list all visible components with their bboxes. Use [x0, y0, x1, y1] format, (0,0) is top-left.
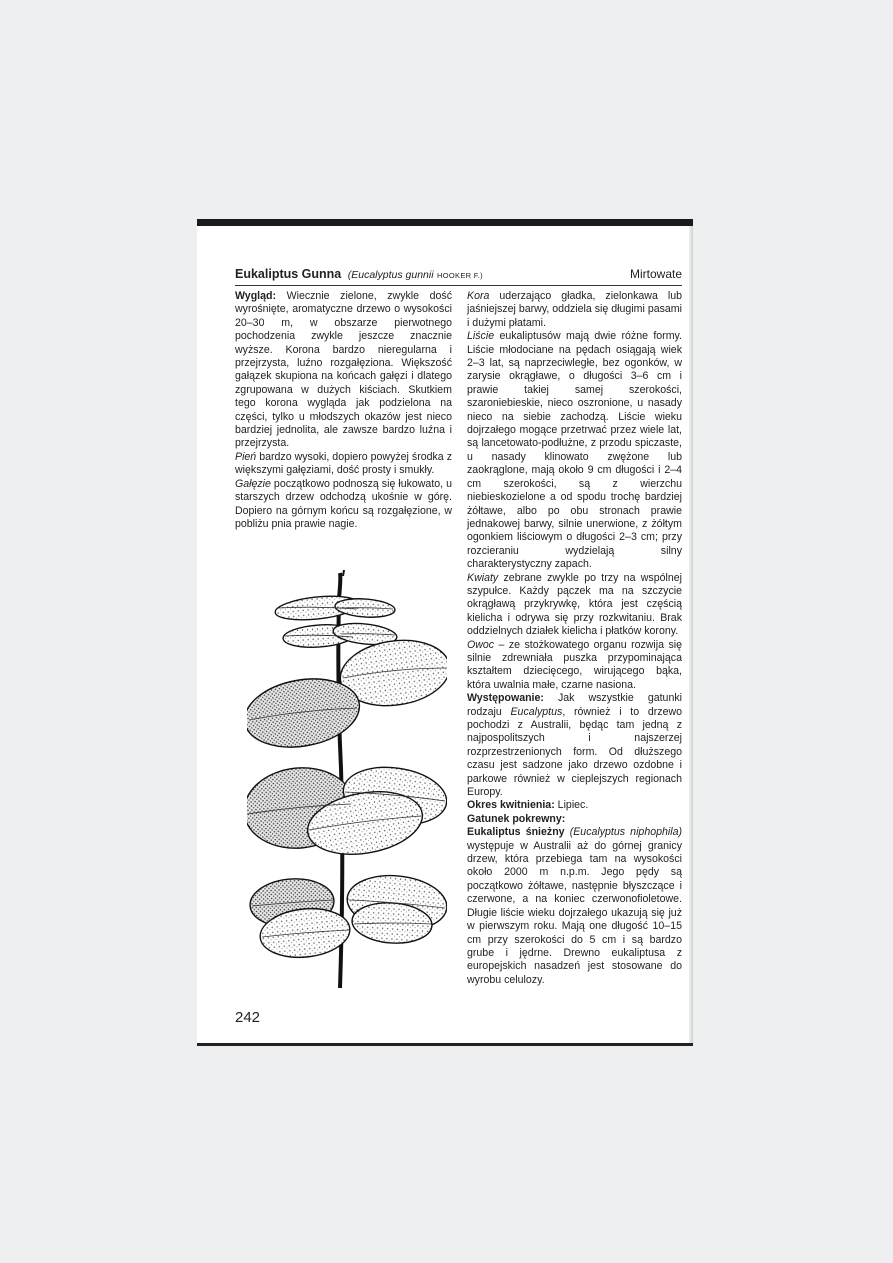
related-species-latin: (Eucalyptus niphophila) [569, 826, 683, 839]
paragraph-branches: Gałęzie początkowo podnoszą się łukowato, u starszych drzew odchodzą ukośnie w górę. Dopiero na górnym końcu są rozgałęzione, w pobliżu pnia prawie nagie. [235, 477, 452, 530]
paragraph-snow-gum: Eukaliptus śnieżny (Eucalyptus niphophila) występuje w Australii aż do górnej granicy drzew, która przebiega tam na wysokości około 2000 m n.p.m. Jego pędy są początkowo żółtawe, następnie błyszczące i czerwone, a na koniec czerwonofioletowe. Długie liście wieku dojrzałego ukazują się już w pierwszym roku. Mają one długość 10–15 cm przy szerokości do 5 cm i są bardzo grube i jędrne. Drewno eukaliptusa z europejskich nasadzeń jest stosowane do wyrobu celulozy. [467, 826, 683, 986]
term-flowers: Kwiaty [467, 571, 499, 584]
paragraph-related-species-label [467, 813, 682, 826]
genus-name: Eucalyptus [510, 705, 563, 718]
term-leaves: Liście [467, 330, 495, 343]
species-latin-name: (Eucalyptus gunnii [347, 269, 434, 281]
paragraph-occurrence: Występowanie: Jak wszystkie gatunki rodzaju Eucalyptus, również i to drzewo pochodzi z Australii, będąc tam jedną z najpospolitszych i najszerzej rozprzestrzenionych form. Od dłuższego czasu jest sadzone jako drzewo ozdobne i parkowe również w cieplejszych regionach Europy. [467, 692, 682, 799]
species-author: HOOKER F.) [437, 271, 483, 280]
eucalyptus-branch-illustration [247, 568, 447, 993]
paragraph-flowers: Kwiaty zebrane zwykle po trzy na wspólnej szypułce. Każdy pączek ma na szczycie okrągławą przykrywkę, która jest częścią kielicha i odrywa się przy rozkwitaniu. Brak oddzielnych działek kielicha i płatków korony. [467, 571, 682, 638]
term-branches: Gałęzie [235, 477, 271, 490]
term-fruit: Owoc [467, 638, 495, 651]
page-header [235, 263, 682, 286]
label-flowering-period: Okres kwitnienia: [467, 799, 555, 812]
left-column [235, 290, 452, 531]
paragraph-leaves: Liście eukaliptusów mają dwie różne formy. Liście młodociane na pędach osiągają wiek 2–3 lat, są naprzeciwległe, bez ogonków, w zarysie okrągławe, o długości 3–6 cm i prawie takiej samej szerokości, szaroniebieskie, nieco oszronione, u nasady nieco na siebie zachodzą. Liście wieku dojrzałego mogące przetrwać przez wiele lat, są lancetowato-podłużne, z przodu spiczaste, u nasady klinowato zwężone lub zaokrąglone, mają około 9 cm długości i 2–4 cm szerokości, są z wierzchu niebieskozielone a od spodu trochę bardziej żółtawe, albo po obu stronach prawie jednakowej barwy, silnie unerwione, z żółtym ogonkiem liściowym o długości 2–3 cm; przy rozcieraniu wydzielają silny charakterystyczny zapach. [467, 330, 682, 571]
label-occurrence: Występowanie: [467, 692, 544, 705]
term-trunk: Pień [235, 450, 257, 463]
family-name: Mirtowate [629, 267, 682, 281]
paragraph-flowering-period: Okres kwitnienia: Lipiec. [467, 799, 589, 812]
paragraph-bark: Kora uderzająco gładka, zielonkawa lub jaśniejszej barwy, oddziela się długimi pasami i dużymi płatami. [467, 290, 682, 329]
right-column [467, 290, 682, 987]
book-page [197, 219, 693, 1046]
paragraph-trunk: Pień bardzo wysoki, dopiero powyżej środka z większymi gałęziami, dość prosty i smukły. [235, 450, 452, 477]
page-number: 242 [235, 1009, 261, 1026]
label-related-species: Gatunek pokrewny: [467, 812, 566, 825]
paragraph-fruit: Owoc – ze stożkowatego organu rozwija się silnie zdrewniała puszka przypominająca kształtem dziecięcego, wirującego bąka, która uwalnia małe, czarne nasiona. [467, 638, 682, 691]
related-species-name: Eukaliptus śnieżny [467, 826, 565, 839]
term-bark: Kora [467, 290, 490, 302]
species-title: Eukaliptus Gunna [235, 267, 342, 281]
label-appearance: Wygląd: [235, 290, 277, 302]
paragraph-appearance: Wygląd: Wiecznie zielone, zwykle dość wyrośnięte, aromatyczne drzewo o wysokości 20–30 m, w obszarze pierwotnego pochodzenia zwykle jeszcze znacznie wyższe. Korona bardzo nieregularna i przejrzysta, luźno rozgałęziona. Większość gałązek skupiona na końcach gałęzi i dlatego zgrupowana w dużych kiściach. Skutkiem tego korona wygląda jak podzielona na części, tylko u młodszych okazów jest nieco bardziej jednolita, ale zawsze bardzo luźna i przejrzysta. [235, 290, 452, 450]
